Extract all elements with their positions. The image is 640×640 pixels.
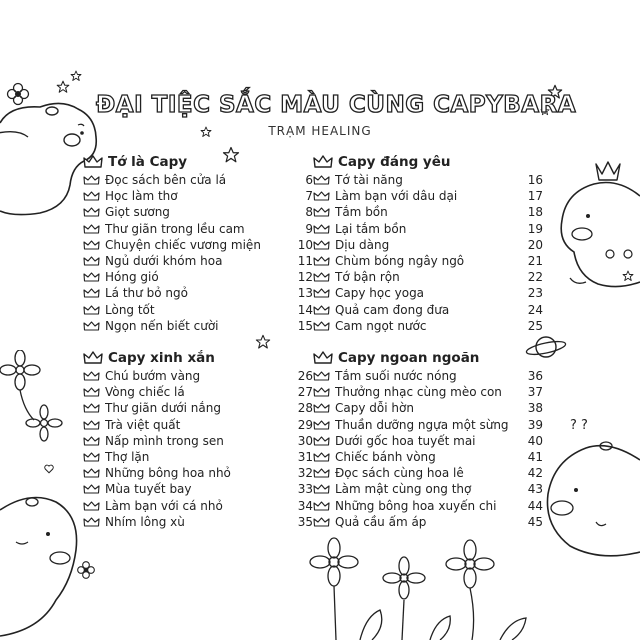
contents-entry <box>83 172 313 188</box>
entry-title: Thưởng nhạc cùng mèo con <box>335 385 502 400</box>
crown-outline-icon <box>313 288 330 298</box>
entry-title: Lá thư bỏ ngỏ <box>105 286 188 301</box>
contents-entry <box>313 449 543 465</box>
entry-page-number: 22 <box>527 270 543 285</box>
entry-page-number: 14 <box>297 302 313 317</box>
entry-title: Thư giãn dưới nắng <box>105 401 221 416</box>
crown-outline-icon <box>83 468 100 478</box>
entry-title: Làm mật cùng ong thợ <box>335 482 472 497</box>
crown-icon <box>83 155 103 169</box>
crown-outline-icon <box>83 403 100 413</box>
entry-title: Giọt sương <box>105 205 170 220</box>
contents-entry <box>83 269 313 285</box>
entry-title: Làm bạn với cá nhỏ <box>105 498 223 513</box>
contents-entry <box>313 400 543 416</box>
crown-outline-icon <box>313 321 330 331</box>
entry-title: Capy dỗi hờn <box>335 401 414 416</box>
section-heading <box>313 348 543 368</box>
crown-outline-icon <box>313 403 330 413</box>
contents-entry <box>83 514 313 530</box>
contents-entry <box>83 253 313 269</box>
crown-outline-icon <box>83 501 100 511</box>
entry-title: Đọc sách bên cửa lá <box>105 173 227 188</box>
entry-page-number: 23 <box>527 286 543 301</box>
entry-title: Tớ tài năng <box>335 173 403 188</box>
crown-outline-icon <box>313 420 330 430</box>
section-capy-xinh-xan <box>83 348 313 530</box>
contents-entry <box>83 188 313 204</box>
entry-title: Dưới gốc hoa tuyết mai <box>335 433 476 448</box>
entry-title: Mùa tuyết bay <box>105 482 192 497</box>
entry-page-number: 36 <box>527 369 543 384</box>
contents-list <box>83 368 313 530</box>
crown-outline-icon <box>83 305 100 315</box>
entry-page-number: 8 <box>305 205 313 220</box>
crown-outline-icon <box>313 452 330 462</box>
contents-entry <box>83 465 313 481</box>
entry-title: Chú bướm vàng <box>105 369 201 384</box>
crown-outline-icon <box>313 224 330 234</box>
contents-entry <box>83 481 313 497</box>
entry-page-number: 16 <box>527 173 543 188</box>
entry-page-number: 39 <box>527 417 543 432</box>
entry-title: Capy học yoga <box>335 286 425 301</box>
entry-page-number: 19 <box>527 221 543 236</box>
crown-icon <box>313 155 333 169</box>
entry-page-number: 40 <box>527 433 543 448</box>
section-heading <box>83 348 313 368</box>
contents-entry <box>313 172 543 188</box>
crown-outline-icon <box>83 387 100 397</box>
contents-entry <box>83 433 313 449</box>
section-to-la-capy <box>83 152 313 334</box>
entry-page-number: 34 <box>297 498 313 513</box>
contents-entry <box>313 433 543 449</box>
crown-outline-icon <box>313 175 330 185</box>
contents-entry <box>313 417 543 433</box>
crown-outline-icon <box>313 191 330 201</box>
entry-title: Học làm thơ <box>105 189 178 204</box>
entry-page-number: 43 <box>527 482 543 497</box>
section-heading-text: Capy xinh xắn <box>108 350 215 366</box>
entry-title: Những bông hoa nhỏ <box>105 466 231 481</box>
entry-title: Thuần dưỡng ngựa một sừng <box>335 417 509 432</box>
entry-page-number: 38 <box>527 401 543 416</box>
contents-entry <box>83 285 313 301</box>
heart-icon <box>44 464 54 474</box>
crown-outline-icon <box>313 484 330 494</box>
section-capy-ngoan-ngoan <box>313 348 543 530</box>
crown-outline-icon <box>313 387 330 397</box>
entry-page-number: 15 <box>297 318 313 333</box>
crown-outline-icon <box>313 207 330 217</box>
contents-list <box>313 172 543 334</box>
section-capy-dang-yeu <box>313 152 543 334</box>
entry-page-number: 44 <box>527 498 543 513</box>
entry-title: Quả cầu ấm áp <box>335 514 427 529</box>
entry-title: Tắm suối nước nóng <box>335 369 457 384</box>
star-icon-2 <box>70 70 82 82</box>
entry-page-number: 20 <box>527 237 543 252</box>
entry-page-number: 32 <box>297 466 313 481</box>
crown-outline-icon <box>83 484 100 494</box>
entry-page-number: 17 <box>527 189 543 204</box>
crown-outline-icon <box>83 321 100 331</box>
flower-icon-top-left <box>6 82 30 106</box>
entry-page-number: 42 <box>527 466 543 481</box>
contents-entry <box>83 368 313 384</box>
entry-title: Tớ bận rộn <box>335 270 400 285</box>
contents-entry <box>83 237 313 253</box>
flower-cluster-bottom <box>300 536 540 640</box>
contents-entry <box>313 221 543 237</box>
entry-page-number: 27 <box>297 385 313 400</box>
crown-outline-icon <box>313 436 330 446</box>
entry-title: Những bông hoa xuyến chi <box>335 498 497 513</box>
crown-outline-icon <box>313 272 330 282</box>
entry-page-number: 9 <box>305 221 313 236</box>
contents-entry <box>83 417 313 433</box>
contents-entry <box>313 204 543 220</box>
entry-title: Tắm bồn <box>335 205 388 220</box>
capybara-illustration-right-top <box>548 150 640 300</box>
entry-title: Đọc sách cùng hoa lê <box>335 466 464 481</box>
contents-entry <box>83 221 313 237</box>
entry-page-number: 11 <box>297 254 313 269</box>
page-title: ĐẠI TIỆC SẮC MÀU CÙNG CAPYBARA <box>96 92 577 118</box>
entry-page-number: 10 <box>297 237 313 252</box>
crown-outline-icon <box>83 517 100 527</box>
section-heading <box>83 152 313 172</box>
entry-title: Chuyện chiếc vương miện <box>105 237 261 252</box>
entry-page-number: 30 <box>297 433 313 448</box>
entry-title: Thợ lặn <box>105 450 150 465</box>
contents-list <box>313 368 543 530</box>
contents-entry <box>83 204 313 220</box>
crown-outline-icon <box>83 207 100 217</box>
entry-title: Lòng tốt <box>105 302 155 317</box>
crown-outline-icon <box>83 256 100 266</box>
crown-outline-icon <box>83 175 100 185</box>
contents-entry <box>313 237 543 253</box>
contents-entry <box>313 253 543 269</box>
entry-title: Nấp mình trong sen <box>105 433 224 448</box>
entry-title: Cam ngọt nước <box>335 318 427 333</box>
entry-title: Quả cam đong đưa <box>335 302 450 317</box>
entry-title: Thư giãn trong lều cam <box>105 221 245 236</box>
entry-title: Ngọn nến biết cười <box>105 318 219 333</box>
question-marks: ? ? <box>570 418 588 433</box>
entry-page-number: 45 <box>527 514 543 529</box>
crown-outline-icon <box>313 517 330 527</box>
entry-page-number: 31 <box>297 450 313 465</box>
entry-title: Lại tắm bồn <box>335 221 407 236</box>
crown-outline-icon <box>313 468 330 478</box>
entry-title: Chiếc bánh vòng <box>335 450 436 465</box>
crown-outline-icon <box>313 256 330 266</box>
entry-title: Ngủ dưới khóm hoa <box>105 254 223 269</box>
star-icon-1 <box>56 80 70 94</box>
crown-icon <box>313 351 333 365</box>
section-heading <box>313 152 543 172</box>
contents-entry <box>313 498 543 514</box>
entry-page-number: 26 <box>297 369 313 384</box>
crown-outline-icon <box>83 371 100 381</box>
entry-title: Dịu dàng <box>335 237 390 252</box>
contents-entry <box>313 302 543 318</box>
contents-list <box>83 172 313 334</box>
crown-outline-icon <box>83 420 100 430</box>
crown-icon <box>83 351 103 365</box>
page-subtitle: TRẠM HEALING <box>268 124 372 138</box>
entry-page-number: 13 <box>297 286 313 301</box>
entry-page-number: 35 <box>297 514 313 529</box>
contents-entry <box>83 498 313 514</box>
entry-title: Vòng chiếc lá <box>105 385 185 400</box>
entry-page-number: 21 <box>527 254 543 269</box>
capybara-illustration-bottom-right <box>540 430 640 560</box>
crown-outline-icon <box>83 288 100 298</box>
contents-entry <box>313 285 543 301</box>
crown-outline-icon <box>83 452 100 462</box>
crown-outline-icon <box>313 371 330 381</box>
entry-title: Trà việt quất <box>105 417 181 432</box>
crown-outline-icon <box>83 240 100 250</box>
crown-outline-icon <box>313 501 330 511</box>
crown-outline-icon <box>313 305 330 315</box>
entry-page-number: 12 <box>297 270 313 285</box>
contents-entry <box>83 449 313 465</box>
contents-entry <box>313 514 543 530</box>
contents-entry <box>313 481 543 497</box>
entry-title: Hóng gió <box>105 270 159 285</box>
entry-page-number: 28 <box>297 401 313 416</box>
section-heading-text: Tớ là Capy <box>108 154 188 170</box>
contents-entry <box>313 384 543 400</box>
contents-entry <box>83 384 313 400</box>
contents-entry <box>313 465 543 481</box>
entry-title: Nhím lông xù <box>105 514 185 529</box>
capybara-illustration-bottom-left <box>0 490 80 640</box>
crown-outline-icon <box>83 191 100 201</box>
entry-page-number: 6 <box>305 173 313 188</box>
entry-page-number: 29 <box>297 417 313 432</box>
contents-entry <box>313 269 543 285</box>
contents-entry <box>83 400 313 416</box>
flower-icon-small-left <box>76 560 96 580</box>
entry-page-number: 33 <box>297 482 313 497</box>
contents-entry <box>83 302 313 318</box>
contents-entry <box>313 368 543 384</box>
entry-title: Làm bạn với dâu dại <box>335 189 458 204</box>
crown-outline-icon <box>83 436 100 446</box>
entry-page-number: 41 <box>527 450 543 465</box>
entry-page-number: 24 <box>527 302 543 317</box>
crown-outline-icon <box>313 240 330 250</box>
contents-entry <box>313 188 543 204</box>
entry-page-number: 7 <box>305 189 313 204</box>
entry-page-number: 37 <box>527 385 543 400</box>
section-heading-text: Capy ngoan ngoãn <box>338 350 480 366</box>
section-heading-text: Capy đáng yêu <box>338 154 451 170</box>
entry-title: Chùm bóng ngây ngô <box>335 254 465 269</box>
crown-outline-icon <box>83 272 100 282</box>
crown-outline-icon <box>83 224 100 234</box>
contents-entry <box>83 318 313 334</box>
flower-cluster-left <box>0 350 72 450</box>
entry-page-number: 18 <box>527 205 543 220</box>
entry-page-number: 25 <box>527 318 543 333</box>
contents-entry <box>313 318 543 334</box>
